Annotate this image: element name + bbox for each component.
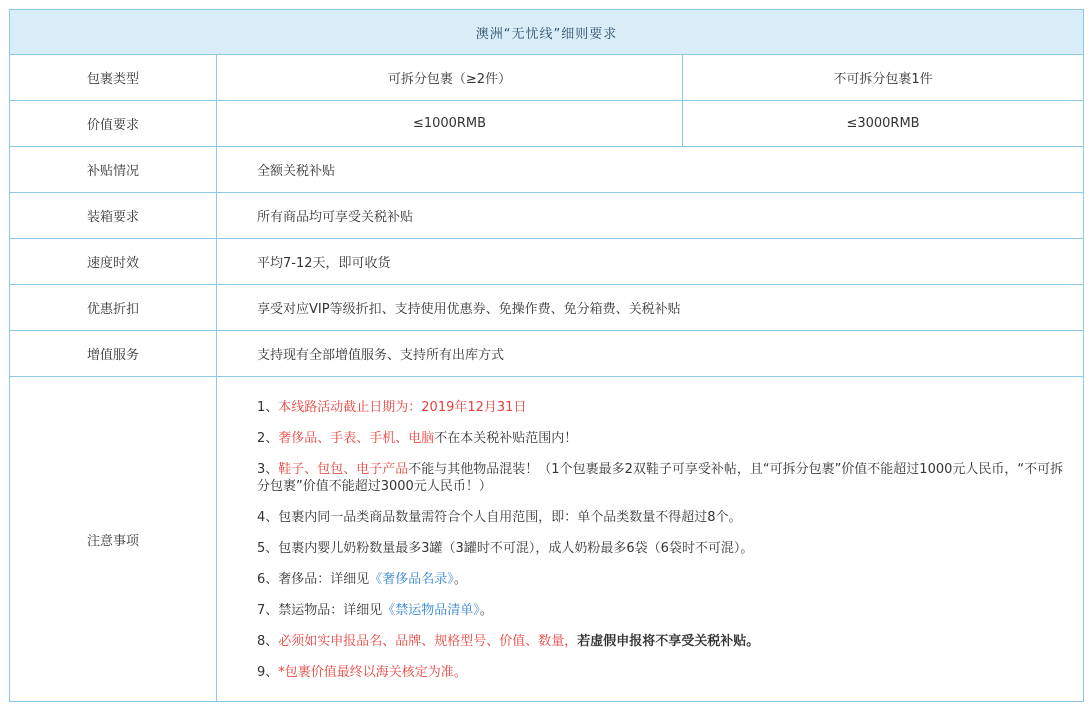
note-number: 1、 [257, 400, 279, 415]
row-label-value-added: 增值服务 [10, 331, 217, 377]
note-end: 。 [453, 572, 467, 587]
note-7 [257, 602, 1083, 619]
note-number: 7、 [257, 603, 279, 618]
note-1 [257, 399, 1083, 416]
note-text: 不在本关税补贴范围内！ [434, 431, 578, 446]
rules-table [9, 9, 1084, 702]
note-text: 包裹内同一品类商品数量需符合个人自用范围，即：单个品类数量不得超过8个。 [278, 510, 742, 525]
note-8 [257, 633, 1083, 650]
prohibited-items-link[interactable]: 《禁运物品清单》 [382, 603, 480, 618]
note-2 [257, 430, 1083, 447]
note-number: 4、 [257, 510, 279, 525]
notes-list [217, 391, 1083, 687]
luxury-list-link[interactable]: 《奢侈品名录》 [369, 572, 454, 587]
speed-value: 平均7-12天，即可收货 [217, 239, 1084, 285]
note-number: 9、 [257, 665, 279, 680]
subsidy-value: 全额关税补贴 [217, 147, 1084, 193]
table-row [10, 147, 1084, 193]
row-label-value: 价值要求 [10, 101, 217, 147]
note-5 [257, 540, 1083, 557]
value-added-value: 支持现有全部增值服务、支持所有出库方式 [217, 331, 1084, 377]
table-row [10, 193, 1084, 239]
note-highlight: 本线路活动截止日期为：2019年12月31日 [278, 400, 527, 415]
value-limit-unsplittable: ≤3000RMB [683, 101, 1084, 147]
row-label-discount: 优惠折扣 [10, 285, 217, 331]
table-row [10, 331, 1084, 377]
packing-value: 所有商品均可享受关税补贴 [217, 193, 1084, 239]
note-3 [257, 461, 1083, 495]
row-label-package-type: 包裹类型 [10, 55, 217, 101]
note-bold-warning: 若虚假申报将不享受关税补贴。 [577, 634, 760, 649]
table-row [10, 239, 1084, 285]
note-end: 。 [479, 603, 493, 618]
row-label-notes: 注意事项 [10, 377, 217, 702]
note-number: 6、 [257, 572, 279, 587]
note-number: 5、 [257, 541, 279, 556]
note-6 [257, 571, 1083, 588]
note-number: 2、 [257, 431, 279, 446]
row-label-speed: 速度时效 [10, 239, 217, 285]
note-text: 奢侈品：详细见 [278, 572, 370, 587]
note-highlight: *包裹价值最终以海关核定为准。 [278, 665, 467, 680]
table-row [10, 285, 1084, 331]
table-row [10, 377, 1084, 702]
table-row [10, 101, 1084, 147]
notes-cell [217, 377, 1084, 702]
table-row [10, 55, 1084, 101]
value-limit-splittable: ≤1000RMB [217, 101, 683, 147]
splittable-package-cell: 可拆分包裹（≥2件） [217, 55, 683, 101]
note-highlight: 必须如实申报品名、品牌、规格型号、价值、数量， [278, 634, 578, 649]
unsplittable-package-cell: 不可拆分包裹1件 [683, 55, 1084, 101]
table-title: 澳洲“无忧线”细则要求 [10, 10, 1084, 55]
note-text: 禁运物品：详细见 [278, 603, 383, 618]
note-9 [257, 664, 1083, 681]
note-highlight: 奢侈品、手表、手机、电脑 [278, 431, 435, 446]
note-text: 不能与其他物品混装！（1个包裹最多2双鞋子可享受补帖，且“可拆分包裹”价值不能超过1000元人民币，“不可拆分包裹”价值不能超过3000元人民币！） [257, 462, 1064, 494]
note-number: 8、 [257, 634, 279, 649]
row-label-subsidy: 补贴情况 [10, 147, 217, 193]
discount-value: 享受对应VIP等级折扣、支持使用优惠券、免操作费、免分箱费、关税补贴 [217, 285, 1084, 331]
note-text: 包裹内婴儿奶粉数量最多3罐（3罐时不可混），成人奶粉最多6袋（6袋时不可混）。 [278, 541, 754, 556]
note-4 [257, 509, 1083, 526]
note-number: 3、 [257, 462, 279, 477]
row-label-packing: 装箱要求 [10, 193, 217, 239]
note-highlight: 鞋子、包包、电子产品 [278, 462, 409, 477]
